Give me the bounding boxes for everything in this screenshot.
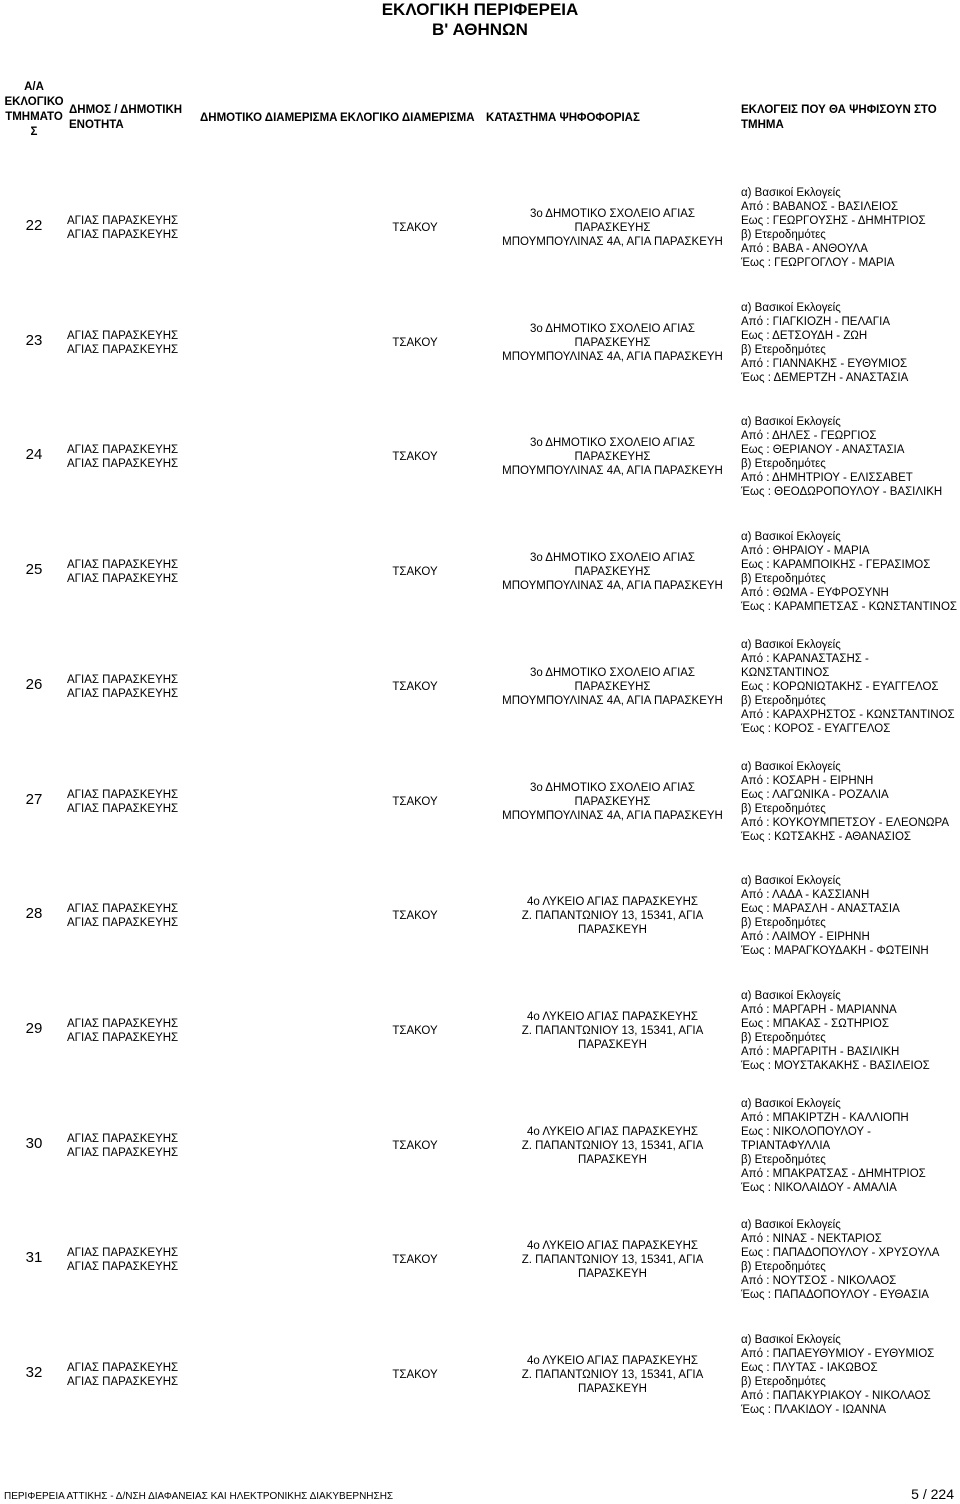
row-electoral-district: ΤΣΑΚΟΥ bbox=[392, 566, 438, 579]
row-municipality bbox=[67, 214, 202, 242]
row-polling-station-line: 3ο ΔΗΜΟΤΙΚΟ ΣΧΟΛΕΙΟ ΑΓΙΑΣ bbox=[529, 552, 696, 565]
row-voters bbox=[741, 415, 951, 499]
footer-organization: ΠΕΡΙΦΕΡΕΙΑ ΑΤΤΙΚΗΣ - Δ/ΝΣΗ ΔΙΑΦΑΝΕΙΑΣ ΚΑΙ ΗΛΕΚΤΡΟΝΙΚΗΣ ΔΙΑΚΥΒΕΡΝΗΣΗΣ bbox=[4, 1491, 394, 1502]
row-number: 23 bbox=[25, 331, 43, 349]
row-electoral-district: ΤΣΑΚΟΥ bbox=[392, 222, 438, 234]
row-voters-line: α) Βασικοί Εκλογείς bbox=[741, 1334, 841, 1346]
row-voters-line: Εως : ΝΙΚΟΛΟΠΟΥΛΟΥ - bbox=[741, 1125, 871, 1138]
header-col-number-line: ΕΚΛΟΓΙΚΟ bbox=[4, 96, 64, 108]
row-voters-line: Έως : ΔΕΜΕΡΤΖΗ - ΑΝΑΣΤΑΣΙΑ bbox=[741, 371, 909, 384]
row-municipality bbox=[67, 788, 202, 816]
row-municipality bbox=[67, 443, 202, 471]
row-municipality bbox=[67, 1361, 202, 1389]
row-polling-station-line: ΠΑΡΑΣΚΕΥΗ bbox=[578, 1268, 647, 1281]
row-voters-line: β) Ετεροδημότες bbox=[741, 1153, 826, 1166]
row-voters-line: Από : ΘΩΜΑ - ΕΥΦΡΟΣΥΝΗ bbox=[741, 587, 889, 600]
row-voters-line: Εως : ΓΕΩΡΓΟΥΣΗΣ - ΔΗΜΗΤΡΙΟΣ bbox=[741, 215, 926, 227]
row-voters-line: Από : ΠΑΠΑΚΥΡΙΑΚΟΥ - ΝΙΚΟΛΑΟΣ bbox=[741, 1390, 931, 1402]
row-polling-station-line: 3ο ΔΗΜΟΤΙΚΟ ΣΧΟΛΕΙΟ ΑΓΙΑΣ bbox=[529, 781, 696, 794]
row-electoral-district: ΤΣΑΚΟΥ bbox=[392, 1024, 438, 1037]
table-row bbox=[0, 399, 960, 514]
row-municipality-line: ΑΓΙΑΣ ΠΑΡΑΣΚΕΥΗΣ bbox=[67, 1247, 179, 1260]
header-col-voters-line: ΤΜΗΜΑ bbox=[741, 119, 784, 131]
row-polling-station bbox=[490, 781, 735, 823]
row-voters-line: Έως : ΚΟΡΟΣ - ΕΥΑΓΓΕΛΟΣ bbox=[741, 722, 891, 735]
row-polling-station-line: 4ο ΛΥΚΕΙΟ ΑΓΙΑΣ ΠΑΡΑΣΚΕΥΗΣ bbox=[526, 896, 699, 909]
row-polling-station-line: ΜΠΟΥΜΠΟΥΛΙΝΑΣ 4Α, ΑΓΙΑ ΠΑΡΑΣΚΕΥΗ bbox=[502, 809, 723, 822]
row-polling-station-line: ΠΑΡΑΣΚΕΥΗ bbox=[578, 1383, 647, 1395]
row-polling-station bbox=[490, 551, 735, 593]
row-voters-line: Εως : ΚΑΡΑΜΠΟΙΚΗΣ - ΓΕΡΑΣΙΜΟΣ bbox=[741, 559, 931, 572]
row-voters-line: Από : ΜΠΑΚΡΑΤΣΑΣ - ΔΗΜΗΤΡΙΟΣ bbox=[741, 1167, 926, 1180]
row-electoral-district: ΤΣΑΚΟΥ bbox=[392, 336, 438, 349]
row-number: 28 bbox=[25, 905, 43, 923]
row-polling-station-line: 3ο ΔΗΜΟΤΙΚΟ ΣΧΟΛΕΙΟ ΑΓΙΑΣ bbox=[529, 666, 696, 679]
header-col-number-line: Α/Α bbox=[24, 81, 44, 93]
row-municipality-line: ΑΓΙΑΣ ΠΑΡΑΣΚΕΥΗΣ bbox=[67, 329, 179, 342]
row-polling-station bbox=[490, 1125, 735, 1167]
row-voters-line: Από : ΜΠΑΚΙΡΤΖΗ - ΚΑΛΛΙΟΠΗ bbox=[741, 1111, 909, 1124]
row-municipality-line: ΑΓΙΑΣ ΠΑΡΑΣΚΕΥΗΣ bbox=[67, 802, 179, 815]
row-voters-line: β) Ετεροδημότες bbox=[741, 573, 826, 586]
table-row bbox=[0, 1088, 960, 1203]
row-municipality-line: ΑΓΙΑΣ ΠΑΡΑΣΚΕΥΗΣ bbox=[67, 673, 179, 686]
row-number: 26 bbox=[25, 675, 43, 693]
row-voters-line: Έως : ΓΕΩΡΓΟΓΛΟΥ - ΜΑΡΙΑ bbox=[741, 257, 895, 269]
row-polling-station-line: 3ο ΔΗΜΟΤΙΚΟ ΣΧΟΛΕΙΟ ΑΓΙΑΣ bbox=[529, 208, 696, 220]
row-voters-line: α) Βασικοί Εκλογείς bbox=[741, 1219, 841, 1232]
row-voters-line: Εως : ΜΠΑΚΑΣ - ΣΩΤΗΡΙΟΣ bbox=[741, 1017, 889, 1030]
row-voters bbox=[741, 1097, 951, 1195]
row-voters-line: Εως : ΠΑΠΑΔΟΠΟΥΛΟΥ - ΧΡΥΣΟΥΛΑ bbox=[741, 1247, 940, 1260]
table-row bbox=[0, 973, 960, 1088]
row-municipality-line: ΑΓΙΑΣ ΠΑΡΑΣΚΕΥΗΣ bbox=[67, 917, 179, 930]
row-number: 29 bbox=[25, 1019, 43, 1037]
table-row bbox=[0, 285, 960, 400]
row-municipality-line: ΑΓΙΑΣ ΠΑΡΑΣΚΕΥΗΣ bbox=[67, 903, 179, 916]
row-voters-line: β) Ετεροδημότες bbox=[741, 1261, 826, 1274]
row-polling-station-line: Ζ. ΠΑΠΑΝΤΩΝΙΟΥ 13, 15341, ΑΓΙΑ bbox=[521, 1254, 704, 1267]
row-municipality-line: ΑΓΙΑΣ ΠΑΡΑΣΚΕΥΗΣ bbox=[67, 1017, 179, 1030]
row-voters-line: Έως : ΜΟΥΣΤΑΚΑΚΗΣ - ΒΑΣΙΛΕΙΟΣ bbox=[741, 1059, 930, 1072]
table-row bbox=[0, 858, 960, 973]
row-voters-line: α) Βασικοί Εκλογείς bbox=[741, 1097, 841, 1110]
table-row bbox=[0, 629, 960, 744]
row-polling-station-line: ΠΑΡΑΣΚΕΥΗΣ bbox=[574, 795, 651, 808]
row-polling-station-line: ΠΑΡΑΣΚΕΥΗΣ bbox=[574, 451, 651, 464]
row-number: 25 bbox=[25, 561, 43, 579]
row-voters-line: Από : ΝΟΥΤΣΟΣ - ΝΙΚΟΛΑΟΣ bbox=[741, 1275, 897, 1288]
row-number: 24 bbox=[25, 446, 43, 464]
row-municipality-line: ΑΓΙΑΣ ΠΑΡΑΣΚΕΥΗΣ bbox=[67, 444, 179, 457]
row-municipality-line: ΑΓΙΑΣ ΠΑΡΑΣΚΕΥΗΣ bbox=[67, 1132, 179, 1145]
row-voters-line: β) Ετεροδημότες bbox=[741, 229, 826, 241]
row-voters-line: Από : ΠΑΠΑΕΥΘΥΜΙΟΥ - ΕΥΘΥΜΙΟΣ bbox=[741, 1348, 935, 1360]
header-col-voters bbox=[741, 103, 951, 133]
row-polling-station-line: ΠΑΡΑΣΚΕΥΗΣ bbox=[574, 336, 651, 349]
header-col-municipality-line: ΔΗΜΟΣ / ΔΗΜΟΤΙΚΗ bbox=[69, 104, 183, 116]
table-row bbox=[0, 1317, 960, 1432]
row-municipality-line: ΑΓΙΑΣ ΠΑΡΑΣΚΕΥΗΣ bbox=[67, 1146, 179, 1159]
row-polling-station-line: ΠΑΡΑΣΚΕΥΗ bbox=[578, 924, 647, 937]
row-electoral-district: ΤΣΑΚΟΥ bbox=[392, 680, 438, 693]
row-electoral-district: ΤΣΑΚΟΥ bbox=[392, 910, 438, 923]
row-voters-line: β) Ετεροδημότες bbox=[741, 694, 826, 707]
row-voters-line: ΤΡΙΑΝΤΑΦΥΛΛΙΑ bbox=[741, 1139, 831, 1152]
row-polling-station-line: ΜΠΟΥΜΠΟΥΛΙΝΑΣ 4Α, ΑΓΙΑ ΠΑΡΑΣΚΕΥΗ bbox=[502, 580, 723, 593]
row-voters-line: β) Ετεροδημότες bbox=[741, 917, 826, 930]
table-row bbox=[0, 170, 960, 285]
row-voters-line: α) Βασικοί Εκλογείς bbox=[741, 531, 841, 544]
header-col-municipality-line: ΕΝΟΤΗΤΑ bbox=[69, 119, 124, 131]
row-voters-line: Εως : ΘΕΡΙΑΝΟΥ - ΑΝΑΣΤΑΣΙΑ bbox=[741, 444, 905, 457]
row-voters-line: β) Ετεροδημότες bbox=[741, 1031, 826, 1044]
row-polling-station-line: Ζ. ΠΑΠΑΝΤΩΝΙΟΥ 13, 15341, ΑΓΙΑ bbox=[521, 910, 704, 923]
document-title: ΕΚΛΟΓΙΚΗ ΠΕΡΙΦΕΡΕΙΑ bbox=[381, 0, 579, 19]
row-polling-station-line: ΠΑΡΑΣΚΕΥΗΣ bbox=[574, 680, 651, 693]
row-voters-line: β) Ετεροδημότες bbox=[741, 458, 826, 471]
row-municipality-line: ΑΓΙΑΣ ΠΑΡΑΣΚΕΥΗΣ bbox=[67, 687, 179, 700]
row-polling-station-line: 4ο ΛΥΚΕΙΟ ΑΓΙΑΣ ΠΑΡΑΣΚΕΥΗΣ bbox=[526, 1355, 699, 1367]
row-polling-station-line: 3ο ΔΗΜΟΤΙΚΟ ΣΧΟΛΕΙΟ ΑΓΙΑΣ bbox=[529, 322, 696, 335]
row-polling-station-line: Ζ. ΠΑΠΑΝΤΩΝΙΟΥ 13, 15341, ΑΓΙΑ bbox=[521, 1139, 704, 1152]
row-polling-station-line: Ζ. ΠΑΠΑΝΤΩΝΙΟΥ 13, 15341, ΑΓΙΑ bbox=[521, 1024, 704, 1037]
row-voters-line: Από : ΔΗΜΗΤΡΙΟΥ - ΕΛΙΣΣΑΒΕΤ bbox=[741, 472, 913, 485]
row-voters-line: α) Βασικοί Εκλογείς bbox=[741, 416, 841, 429]
row-voters bbox=[741, 530, 958, 614]
row-polling-station-line: Ζ. ΠΑΠΑΝΤΩΝΙΟΥ 13, 15341, ΑΓΙΑ bbox=[521, 1369, 704, 1381]
row-voters-line: Έως : ΚΩΤΣΑΚΗΣ - ΑΘΑΝΑΣΙΟΣ bbox=[741, 830, 912, 843]
row-voters-line: Εως : ΔΕΤΣΟΥΔΗ - ΖΩΗ bbox=[741, 329, 868, 342]
row-voters-line: Από : ΜΑΡΓΑΡΗ - ΜΑΡΙΑΝΝΑ bbox=[741, 1003, 897, 1016]
row-voters bbox=[741, 186, 951, 270]
header-col-municipality bbox=[69, 103, 199, 133]
row-polling-station-line: ΜΠΟΥΜΠΟΥΛΙΝΑΣ 4Α, ΑΓΙΑ ΠΑΡΑΣΚΕΥΗ bbox=[502, 350, 723, 363]
row-voters bbox=[741, 989, 951, 1073]
row-voters-line: Από : ΘΗΡΑΙΟΥ - ΜΑΡΙΑ bbox=[741, 545, 870, 558]
row-polling-station-line: 4ο ΛΥΚΕΙΟ ΑΓΙΑΣ ΠΑΡΑΣΚΕΥΗΣ bbox=[526, 1125, 699, 1138]
row-polling-station bbox=[490, 207, 735, 249]
row-voters-line: α) Βασικοί Εκλογείς bbox=[741, 875, 841, 888]
row-polling-station-line: ΠΑΡΑΣΚΕΥΗΣ bbox=[574, 566, 651, 579]
row-polling-station-line: 4ο ΛΥΚΕΙΟ ΑΓΙΑΣ ΠΑΡΑΣΚΕΥΗΣ bbox=[526, 1010, 699, 1023]
row-voters bbox=[741, 760, 951, 844]
row-municipality bbox=[67, 558, 202, 586]
row-voters-line: α) Βασικοί Εκλογείς bbox=[741, 760, 841, 773]
row-polling-station-line: ΜΠΟΥΜΠΟΥΛΙΝΑΣ 4Α, ΑΓΙΑ ΠΑΡΑΣΚΕΥΗ bbox=[502, 236, 723, 248]
row-voters bbox=[741, 301, 951, 385]
row-polling-station bbox=[490, 322, 735, 364]
row-polling-station bbox=[490, 1354, 735, 1396]
row-municipality-line: ΑΓΙΑΣ ΠΑΡΑΣΚΕΥΗΣ bbox=[67, 215, 179, 227]
row-voters-line: Από : ΒΑΒΑΝΟΣ - ΒΑΣΙΛΕΙΟΣ bbox=[741, 201, 899, 213]
row-municipality-line: ΑΓΙΑΣ ΠΑΡΑΣΚΕΥΗΣ bbox=[67, 343, 179, 356]
row-voters-line: Εως : ΛΑΓΩΝΙΚΑ - ΡΟΖΑΛΙΑ bbox=[741, 788, 889, 801]
row-voters-line: Έως : ΚΑΡΑΜΠΕΤΣΑΣ - ΚΩΝΣΤΑΝΤΙΝΟΣ bbox=[741, 601, 958, 614]
page-number: 5 / 224 bbox=[911, 1486, 954, 1502]
row-municipality-line: ΑΓΙΑΣ ΠΑΡΑΣΚΕΥΗΣ bbox=[67, 559, 179, 572]
row-voters-line: Από : ΔΗΛΕΣ - ΓΕΩΡΓΙΟΣ bbox=[741, 430, 877, 443]
row-number: 27 bbox=[25, 790, 43, 808]
row-voters-line: Από : ΝΙΝΑΣ - ΝΕΚΤΑΡΙΟΣ bbox=[741, 1233, 882, 1246]
row-electoral-district: ΤΣΑΚΟΥ bbox=[392, 1254, 438, 1267]
row-voters-line: β) Ετεροδημότες bbox=[741, 1376, 826, 1388]
row-polling-station bbox=[490, 895, 735, 937]
row-voters-line: Από : ΜΑΡΓΑΡΙΤΗ - ΒΑΣΙΛΙΚΗ bbox=[741, 1045, 900, 1058]
row-voters bbox=[741, 638, 955, 736]
row-number: 31 bbox=[25, 1249, 43, 1267]
row-voters-line: Από : ΓΙΑΓΚΙΟΖΗ - ΠΕΛΑΓΙΑ bbox=[741, 315, 891, 328]
row-voters-line: Έως : ΜΑΡΑΓΚΟΥΔΑΚΗ - ΦΩΤΕΙΝΗ bbox=[741, 945, 929, 958]
row-polling-station bbox=[490, 1239, 735, 1281]
header-col-municipal-district: ΔΗΜΟΤΙΚΟ ΔΙΑΜΕΡΙΣΜΑ bbox=[200, 112, 338, 124]
row-municipality-line: ΑΓΙΑΣ ΠΑΡΑΣΚΕΥΗΣ bbox=[67, 1261, 179, 1274]
row-number: 32 bbox=[25, 1364, 43, 1381]
row-municipality-line: ΑΓΙΑΣ ΠΑΡΑΣΚΕΥΗΣ bbox=[67, 229, 179, 241]
row-municipality-line: ΑΓΙΑΣ ΠΑΡΑΣΚΕΥΗΣ bbox=[67, 1376, 179, 1388]
row-voters-line: Έως : ΠΑΠΑΔΟΠΟΥΛΟΥ - ΕΥΘΑΣΙΑ bbox=[741, 1289, 929, 1302]
row-voters-line: Από : ΓΙΑΝΝΑΚΗΣ - ΕΥΘΥΜΙΟΣ bbox=[741, 357, 908, 370]
row-polling-station-line: ΠΑΡΑΣΚΕΥΗΣ bbox=[574, 222, 651, 234]
row-polling-station bbox=[490, 666, 735, 708]
row-municipality bbox=[67, 673, 202, 701]
row-electoral-district: ΤΣΑΚΟΥ bbox=[392, 1369, 438, 1381]
row-polling-station-line: 3ο ΔΗΜΟΤΙΚΟ ΣΧΟΛΕΙΟ ΑΓΙΑΣ bbox=[529, 437, 696, 450]
row-voters bbox=[741, 874, 951, 958]
row-voters-line: ΚΩΝΣΤΑΝΤΙΝΟΣ bbox=[741, 666, 830, 679]
row-voters-line: α) Βασικοί Εκλογείς bbox=[741, 989, 841, 1002]
row-electoral-district: ΤΣΑΚΟΥ bbox=[392, 451, 438, 464]
row-voters-line: Από : ΚΑΡΑΝΑΣΤΑΣΗΣ - bbox=[741, 652, 869, 665]
row-voters-line: Από : ΚΟΣΑΡΗ - ΕΙΡΗΝΗ bbox=[741, 774, 874, 787]
row-electoral-district: ΤΣΑΚΟΥ bbox=[392, 1139, 438, 1152]
row-polling-station-line: ΜΠΟΥΜΠΟΥΛΙΝΑΣ 4Α, ΑΓΙΑ ΠΑΡΑΣΚΕΥΗ bbox=[502, 465, 723, 478]
row-voters bbox=[741, 1218, 951, 1302]
row-polling-station bbox=[490, 1010, 735, 1052]
table-row bbox=[0, 514, 960, 629]
row-municipality-line: ΑΓΙΑΣ ΠΑΡΑΣΚΕΥΗΣ bbox=[67, 1362, 179, 1374]
row-municipality bbox=[67, 1246, 202, 1274]
row-number: 22 bbox=[25, 217, 43, 234]
row-voters-line: Έως : ΠΛΑΚΙΔΟΥ - ΙΩΑΝΝΑ bbox=[741, 1404, 887, 1416]
row-municipality bbox=[67, 1017, 202, 1045]
row-polling-station-line: ΠΑΡΑΣΚΕΥΗ bbox=[578, 1153, 647, 1166]
row-polling-station-line: ΜΠΟΥΜΠΟΥΛΙΝΑΣ 4Α, ΑΓΙΑ ΠΑΡΑΣΚΕΥΗ bbox=[502, 694, 723, 707]
row-voters-line: α) Βασικοί Εκλογείς bbox=[741, 301, 841, 314]
header-col-polling-station: ΚΑΤΑΣΤΗΜΑ ΨΗΦΟΦΟΡΙΑΣ bbox=[486, 112, 640, 124]
row-municipality-line: ΑΓΙΑΣ ΠΑΡΑΣΚΕΥΗΣ bbox=[67, 1031, 179, 1044]
row-voters-line: β) Ετεροδημότες bbox=[741, 802, 826, 815]
row-voters-line: Από : ΚΟΥΚΟΥΜΠΕΤΣΟΥ - ΕΛΕΟΝΩΡΑ bbox=[741, 816, 950, 829]
row-municipality-line: ΑΓΙΑΣ ΠΑΡΑΣΚΕΥΗΣ bbox=[67, 573, 179, 586]
row-voters-line: α) Βασικοί Εκλογείς bbox=[741, 187, 841, 199]
row-voters-line: Από : ΛΑΙΜΟΥ - ΕΙΡΗΝΗ bbox=[741, 931, 870, 944]
table-header bbox=[0, 78, 960, 138]
document-subtitle: Β' ΑΘΗΝΩΝ bbox=[432, 20, 528, 39]
row-number: 30 bbox=[25, 1134, 43, 1152]
header-col-number bbox=[4, 80, 64, 140]
row-municipality bbox=[67, 1132, 202, 1160]
row-voters-line: β) Ετεροδημότες bbox=[741, 343, 826, 356]
header-col-number-line: ΤΜΗΜΑΤΟ bbox=[5, 111, 63, 123]
row-polling-station-line: 4ο ΛΥΚΕΙΟ ΑΓΙΑΣ ΠΑΡΑΣΚΕΥΗΣ bbox=[526, 1240, 699, 1253]
row-voters-line: Εως : ΚΟΡΩΝΙΩΤΑΚΗΣ - ΕΥΑΓΓΕΛΟΣ bbox=[741, 680, 939, 693]
row-municipality-line: ΑΓΙΑΣ ΠΑΡΑΣΚΕΥΗΣ bbox=[67, 788, 179, 801]
row-voters-line: Από : ΛΑΔΑ - ΚΑΣΣΙΑΝΗ bbox=[741, 889, 870, 902]
row-voters-line: Εως : ΜΑΡΑΣΛΗ - ΑΝΑΣΤΑΣΙΑ bbox=[741, 903, 900, 916]
row-municipality bbox=[67, 329, 202, 357]
row-municipality-line: ΑΓΙΑΣ ΠΑΡΑΣΚΕΥΗΣ bbox=[67, 458, 179, 471]
table-row bbox=[0, 1202, 960, 1317]
header-col-voters-line: ΕΚΛΟΓΕΙΣ ΠΟΥ ΘΑ ΨΗΦΙΣΟΥΝ ΣΤΟ bbox=[741, 104, 937, 116]
row-voters-line: α) Βασικοί Εκλογείς bbox=[741, 638, 841, 651]
row-electoral-district: ΤΣΑΚΟΥ bbox=[392, 795, 438, 808]
header-col-electoral-district: ΕΚΛΟΓΙΚΟ ΔΙΑΜΕΡΙΣΜΑ bbox=[340, 112, 475, 124]
row-voters-line: Έως : ΘΕΟΔΩΡΟΠΟΥΛΟΥ - ΒΑΣΙΛΙΚΗ bbox=[741, 486, 943, 499]
header-col-number-line: Σ bbox=[30, 126, 38, 138]
row-voters-line: Από : ΚΑΡΑΧΡΗΣΤΟΣ - ΚΩΝΣΤΑΝΤΙΝΟΣ bbox=[741, 708, 955, 721]
table-row bbox=[0, 744, 960, 859]
row-voters bbox=[741, 1333, 951, 1417]
row-polling-station bbox=[490, 436, 735, 478]
row-municipality bbox=[67, 902, 202, 930]
row-voters-line: Έως : ΝΙΚΟΛΑΙΔΟΥ - ΑΜΑΛΙΑ bbox=[741, 1181, 897, 1194]
row-polling-station-line: ΠΑΡΑΣΚΕΥΗ bbox=[578, 1038, 647, 1051]
row-voters-line: Από : ΒΑΒΑ - ΑΝΘΟΥΛΑ bbox=[741, 243, 868, 255]
row-voters-line: Εως : ΠΛΥΤΑΣ - ΙΑΚΩΒΟΣ bbox=[741, 1362, 878, 1374]
